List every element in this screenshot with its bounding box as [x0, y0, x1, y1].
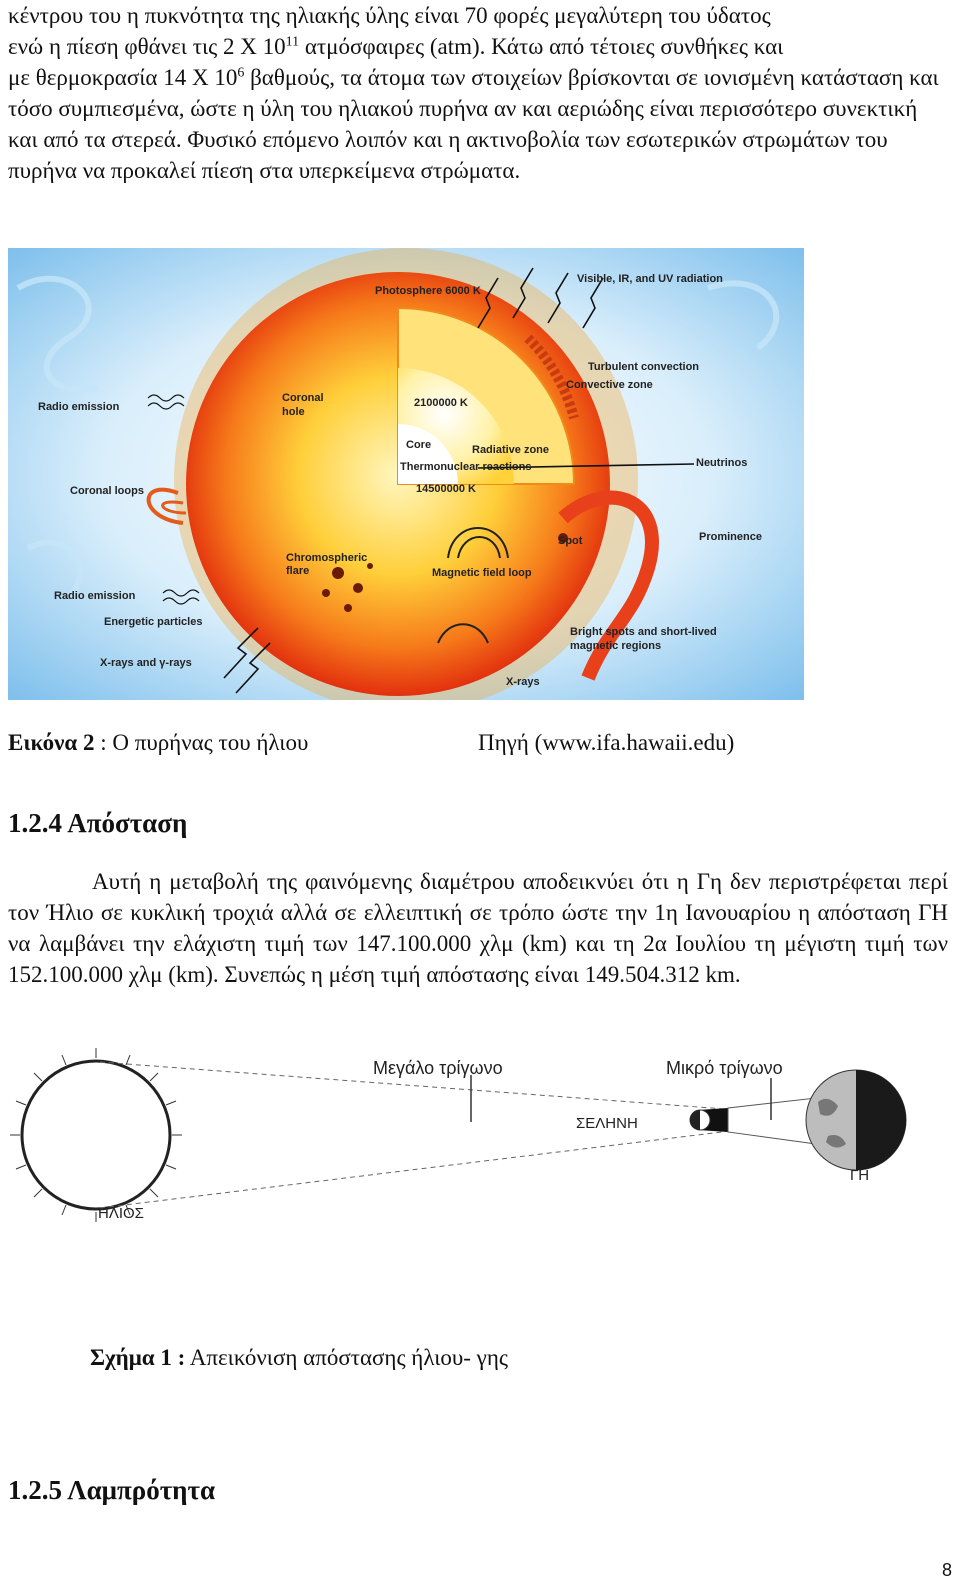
label-spot: Spot [558, 535, 583, 547]
label-photosphere: Photosphere 6000 K [375, 285, 481, 297]
label-radio-emission-2: Radio emission [54, 590, 136, 602]
para-line: κέντρου του η πυκνότητα της ηλιακής ύλης είναι 70 φορές μεγαλύτερη του ύδατος [8, 3, 771, 28]
schema-caption [90, 1345, 508, 1371]
label-core-temperature: 14500000 K [416, 483, 476, 495]
label-xrays-gamma: X-rays and γ-rays [100, 657, 192, 669]
section-heading-brightness: 1.2.5 Λαμπρότητα [8, 1475, 216, 1505]
label-energetic-particles: Energetic particles [104, 616, 203, 628]
paragraph-distance: Αυτή η μεταβολή της φαινόμενης διαμέτρου αποδεικνύει ότι η Γη δεν περιστρέφεται περί τον Ήλιο σε κυκλική τροχιά αλλά σε ελλειπτική σε τρόπο ώστε την 1η Ιανουαρίου η απόσταση ΓΗ να λαμβάνει την ελάχιστη τιμή των 147.100.000 χλμ (km) και τη 2α Ιουλίου τη μέγιστη τιμή των 152.100.000 χλμ (km). Συνεπώς η μέση τιμή απόστασης είναι 149.504.312 km. [8, 869, 948, 987]
sight-line-bottom [100, 1130, 738, 1208]
label-turbulent-convection: Turbulent convection [588, 361, 700, 373]
label-temperature-2100000: 2100000 K [414, 397, 468, 409]
label-moon: ΣΕΛΗΝΗ [576, 1115, 638, 1132]
earth-night-side [856, 1070, 906, 1170]
label-core: Core [406, 439, 432, 451]
label-coronal-loops: Coronal loops [70, 485, 144, 497]
label-radiative-zone: Radiative zone [472, 444, 550, 456]
label-bright-spots: Bright spots and short-lived [570, 626, 717, 638]
para-line: με θερμοκρασία 14 Χ 10 [8, 65, 238, 90]
sun-structure-figure [8, 248, 804, 700]
paragraph-sun-core [8, 0, 948, 186]
caption-text: : Ο πυρήνας του ήλιου [94, 730, 309, 755]
label-big-triangle: Μεγάλο τρίγωνο [373, 1058, 503, 1078]
sun-earth-distance-figure [8, 1040, 952, 1240]
label-convective-zone: Convective zone [566, 379, 653, 391]
label-coronal-hole: Coronal [282, 392, 324, 404]
label-radio-emission: Radio emission [38, 401, 120, 413]
label-sun: ΗΛΙΟΣ [98, 1205, 144, 1222]
moon-shadow [690, 1110, 700, 1130]
label-prominence: Prominence [699, 531, 762, 543]
page-number: 8 [941, 1560, 952, 1580]
section-heading-distance: 1.2.4 Απόσταση [8, 808, 188, 838]
label-visible-radiation: Visible, IR, and UV radiation [577, 273, 723, 285]
label-flare: flare [286, 565, 310, 577]
sun-circle [22, 1061, 170, 1209]
para-line: ατμόσφαιρες (atm). Κάτω από τέτοιες συνθήκες και [299, 34, 784, 59]
label-magnetic-regions: magnetic regions [570, 640, 662, 652]
small-triangle [728, 1098, 816, 1144]
label-neutrinos: Neutrinos [696, 457, 748, 469]
schema-caption-text: Απεικόνιση απόστασης ήλιου- γης [185, 1345, 508, 1370]
label-magnetic-field-loop: Magnetic field loop [432, 567, 532, 579]
label-small-triangle: Μικρό τρίγωνο [666, 1058, 783, 1078]
caption-label: Εικόνα 2 [8, 730, 95, 755]
para-line: ενώ η πίεση φθάνει τις 2 Χ 10 [8, 34, 286, 59]
para-rest: κατάσταση και τόσο συμπιεσμένα, ώστε η ύλη του ηλιακού πυρήνα αν και αεριώδης είναι περισσότερο συνεκτική και από τα στερεά. Φυσικό επόμενο λοιπόν και η ακτινοβολία των εσωτερικών στρωμάτων του πυρήνα να προκαλεί πίεση στα υπερκείμενα στρώματα. [8, 65, 939, 183]
label-thermonuclear: Thermonuclear reactions [400, 461, 532, 473]
superscript: 6 [237, 65, 245, 81]
figure-source: Πηγή (www.ifa.hawaii.edu) [478, 730, 735, 755]
label-xrays: X-rays [506, 676, 540, 688]
label-coronal-hole-2: hole [282, 406, 305, 418]
superscript: 11 [285, 34, 300, 50]
schema-caption-label: Σχήμα 1 : [90, 1345, 186, 1370]
label-earth: ΓΗ [850, 1167, 870, 1184]
label-chromospheric: Chromospheric [286, 552, 368, 564]
figure-caption [8, 730, 308, 756]
para-line: βαθμούς, τα άτομα των στοιχείων βρίσκονται σε ιονισμένη [244, 65, 795, 90]
